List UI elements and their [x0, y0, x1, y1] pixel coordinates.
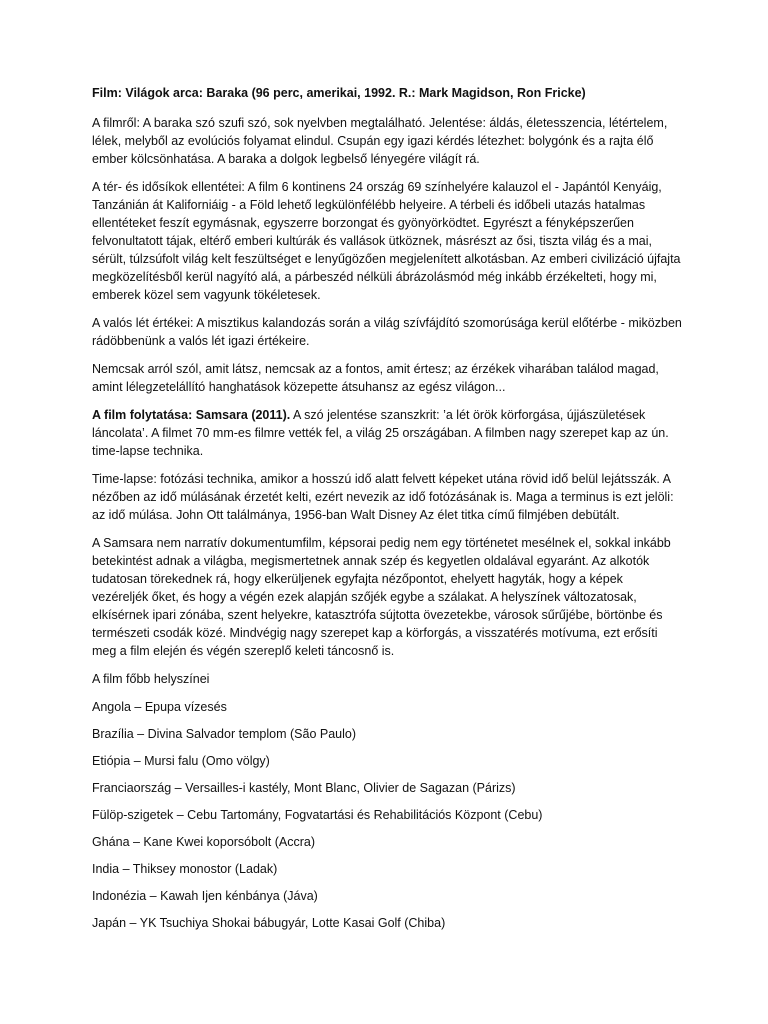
paragraph-samsara: [92, 534, 682, 660]
paragraph-text: Nemcsak arról szól, amit látsz, nemcsak az a fontos, amit értesz; az érzékek viharában találod magad, amint lélegzetelállító hanghatások közepette átsuhansz az egész világon...: [92, 362, 659, 394]
paragraph-text: Time-lapse: fotózási technika, amikor a hosszú idő alatt felvett képeket utána rövid idő belül lejátsszák. A nézőben az idő múlásának érzetét kelti, ezért nevezik az idő fotózásának is. Maga a terminus is ezt jelöli: az idő múlása. John Ott találmánya, 1956-ban Walt Disney Az élet titka című filmjében debütált.: [92, 472, 674, 522]
paragraph-time-lapse: [92, 470, 682, 524]
list-item: Indonézia – Kawah Ijen kénbánya (Jáva): [92, 889, 318, 903]
places-list: [92, 698, 682, 932]
list-item: Etiópia – Mursi falu (Omo völgy): [92, 754, 270, 768]
list-item: India – Thiksey monostor (Ladak): [92, 862, 278, 876]
paragraph-text: A szó jelentése szanszkrit: ’a lét örök körforgása, újjászületések láncolata’. A filmet 70 mm-es filmre vették fel, a világ 25 országában. A filmben nagy szerepet kap az ún. time-lapse technika.: [92, 408, 669, 458]
paragraph-text: A filmről: A baraka szó szufi szó, sok nyelvben megtalálható. Jelentése: áldás, életesszencia, létértelem, lélek, melyből az evolúciós folyamat elindul. Csupán egy igazi kérdés létezhet: bolygónk és a rajta élő ember kölcsönhatása. A baraka a dolgok legbelső lényegére világít rá.: [92, 116, 668, 166]
paragraph-real-values: [92, 314, 682, 350]
list-item: Fülöp-szigetek – Cebu Tartomány, Fogvatartási és Rehabilitációs Központ (Cebu): [92, 808, 543, 822]
places-heading: A film főbb helyszínei: [92, 672, 210, 686]
list-item: Japán – YK Tsuchiya Shokai bábugyár, Lotte Kasai Golf (Chiba): [92, 916, 446, 930]
paragraph-space-time: [92, 178, 682, 304]
list-item: Brazília – Divina Salvador templom (São Paulo): [92, 727, 357, 741]
list-item: Ghána – Kane Kwei koporsóbolt (Accra): [92, 835, 316, 849]
document-page: [92, 84, 682, 941]
paragraph-lead: A film folytatása: Samsara (2011).: [92, 408, 291, 422]
paragraph-text: A Samsara nem narratív dokumentumfilm, képsorai pedig nem egy történetet mesélnek el, sokkal inkább betekintést adnak a világba, megismertetnek annak szép és kegyetlen oldalával egyaránt. Az alkotók tudatosan törekednek rá, hogy elkerüljenek egyfajta nézőpontot, ehelyett hagyták, hogy a képek vezéreljék őket, és hogy a végén ezek alapján szőjék egybe a szálakat. A helyszínek változatosak, elkísérnek ipari zónába, szent helyekre, katasztrófa sújtotta övezetekbe, városok sűrűjébe, börtönbe és természeti csodák közé. Mindvégig nagy szerepet kap a körforgás, a visszatérés motívuma, ezt erősíti meg a film elején és végén szereplő keleti táncosnő is.: [92, 536, 671, 658]
paragraph-text: A tér- és idősíkok ellentétei: A film 6 kontinens 24 ország 69 színhelyére kalauzol el - Japántól Kenyáig, Tanzánián át Kaliforniáig - a Föld lehető legkülönfélébb helyeire. A térbeli és időbeli utazás hatalmas ellentéteket feszít egymásnak, egyszerre borzongat és gyönyörködtet. Egyrészt a fényképszerűen felvonultatott tájak, eltérő emberi kultúrák és vallások ütköznek, másrészt az ősi, tiszta világ és a mai, sérült, túlzsúfolt világ kelt feszültséget e lenyűgözően megjelenített alkotásban. Az emberi civilizáció újfajta megközelítésből kerül nagyító alá, a párbeszéd nélküli ábrázolásmód még inkább érzékelteti, hogy mi, emberek közel sem vagyunk tökéletesek.: [92, 180, 681, 302]
list-item: Franciaország – Versailles-i kastély, Mont Blanc, Olivier de Sagazan (Párizs): [92, 781, 516, 795]
paragraph-senses: [92, 360, 682, 396]
document-title: Film: Világok arca: Baraka (96 perc, amerikai, 1992. R.: Mark Magidson, Ron Fricke): [92, 86, 586, 100]
paragraph-about-film: [92, 114, 682, 168]
list-item: Angola – Epupa vízesés: [92, 700, 227, 714]
paragraph-sequel: [92, 406, 682, 460]
paragraph-text: A valós lét értékei: A misztikus kalandozás során a világ szívfájdító szomorúsága kerül előtérbe - miközben rádöbbenünk a valós lét igazi értékeire.: [92, 316, 682, 348]
